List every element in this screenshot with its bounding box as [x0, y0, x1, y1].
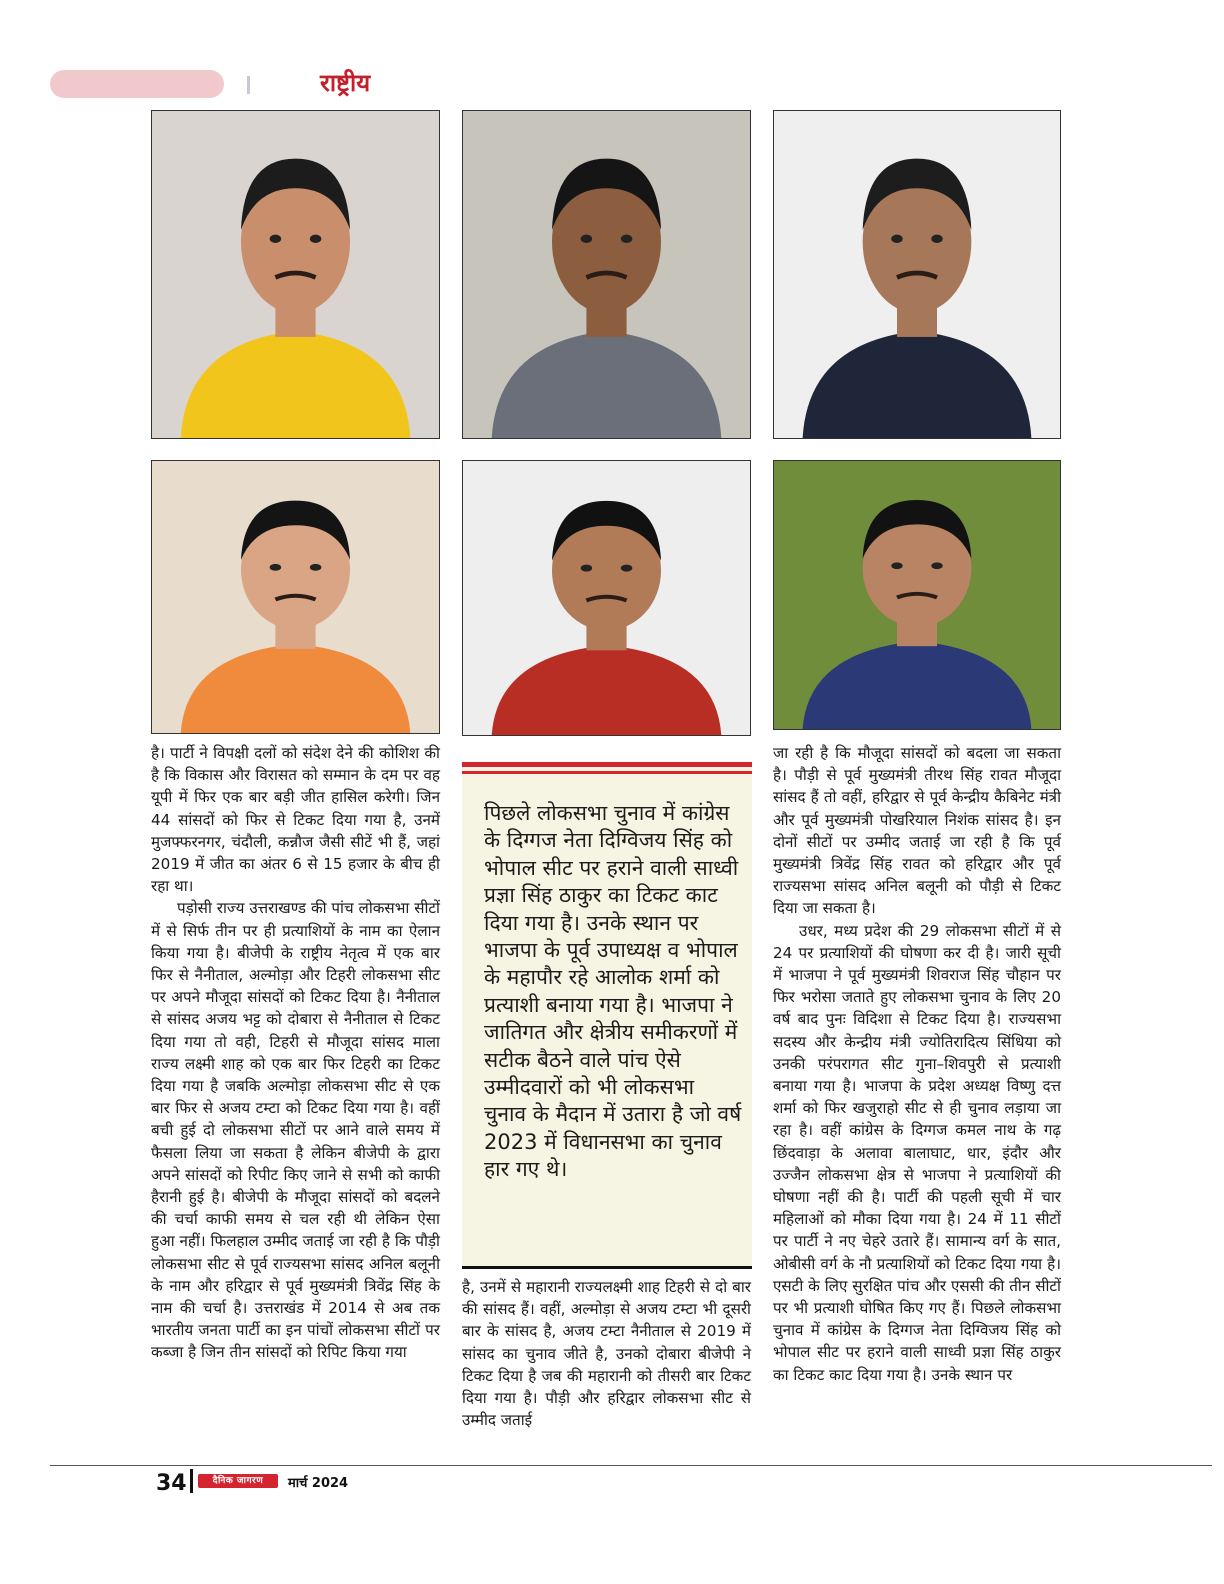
person-eye: [891, 562, 902, 569]
footer-rule: [50, 1465, 1212, 1466]
article-column-middle: [462, 1276, 751, 1446]
portrait-illustration: [463, 461, 750, 735]
pull-quote-rule: [462, 771, 752, 774]
section-title: राष्ट्रीय: [320, 69, 371, 97]
footer-divider: [190, 1469, 193, 1493]
portrait-illustration: [152, 461, 439, 733]
portrait-illustration: [774, 461, 1060, 729]
person-eye: [581, 565, 592, 572]
portrait-photo: [462, 110, 751, 439]
portrait-illustration: [774, 111, 1060, 438]
person-eye: [931, 562, 942, 569]
section-divider: [247, 76, 250, 94]
portrait-illustration: [463, 111, 750, 438]
section-tab-pill: [50, 70, 224, 98]
person-eye: [581, 235, 592, 243]
pull-quote-rule: [462, 762, 752, 767]
portrait-photo: [462, 460, 751, 736]
pull-quote-text: पिछले लोकसभा चुनाव में कांग्रेस के दिग्गज नेता दिग्विजय सिंह को भोपाल सीट पर हराने वाली साध्वी प्रज्ञा सिंह ठाकुर का टिकट काट दिया गया है। उनके स्थान पर भाजपा के पूर्व उपाध्यक्ष व भोपाल के महापौर रहे आलोक शर्मा को प्रत्याशी बनाया गया है। भाजपा ने जातिगत और क्षेत्रीय समीकरणों में सटीक बैठने वाले पांच ऐसे उम्मीदवारों को भी लोकसभा चुनाव के मैदान में उतारा है जो वर्ष 2023 में विधानसभा का चुनाव हार गए थे।: [484, 801, 742, 1182]
person-eye: [270, 564, 281, 571]
person-eye: [891, 235, 902, 243]
paragraph: जा रही है कि मौजूदा सांसदों को बदला जा सकता है। पौड़ी से पूर्व मुख्यमंत्री तीरथ सिंह रावत मौजूदा सांसद हैं तो वहीं, हरिद्वार से पूर्व केन्द्रीय कैबिनेट मंत्री और पूर्व मुख्यमंत्री पोखरियाल निशंक सांसद है। इन दोनों सीटों पर उम्मीद जताई जा रही है कि पूर्व मुख्यमंत्री त्रिवेंद्र सिंह रावत को हरिद्वार और पूर्व राज्यसभा सांसद अनिल बलूनी को पौड़ी से टिकट दिया जा सकता है।: [773, 744, 1061, 918]
portrait-photo: [151, 110, 440, 439]
person-eye: [310, 564, 321, 571]
person-eye: [621, 565, 632, 572]
page-number: 34: [156, 1471, 187, 1496]
paragraph: पड़ोसी राज्य उत्तराखण्ड की पांच लोकसभा सीटों में से सिर्फ तीन पर ही प्रत्याशियों के नाम का ऐलान किया गया है। बीजेपी के राष्ट्रीय नेतृत्व में एक बार फिर से नैनीताल, अल्मोड़ा और टिहरी लोकसभा सीट पर अपने मौजूदा सांसदों को टिकट दिया है। नैनीताल से सांसद अजय भट्ट को दोबारा से नैनीताल से टिकट दिया गया तो वही, टिहरी से मौजूदा सांसद माला राज्य लक्ष्मी शाह को एक बार फिर टिहरी का टिकट दिया गया है जबकि अल्मोड़ा लोकसभा सीट से एक बार फिर से अजय टम्टा को टिकट दिया गया है। वहीं बची हुई दो लोकसभा सीटों पर आने वाले समय में फैसला लिया जा सकता है लेकिन बीजेपी के द्वारा अपने सांसदों को रिपीट किए जाने से सभी को काफी हैरानी हुई है। बीजेपी के मौजूदा सांसदों को बदलने की चर्चा काफी समय से चल रही थी लेकिन ऐसा हुआ नहीं। फिलहाल उम्मीद जताई जा रही है कि पौड़ी लोकसभा सीट से पूर्व राज्यसभा सांसद अनिल बलूनी के नाम और हरिद्वार से पूर्व मुख्यमंत्री त्रिवेंद्र सिंह के नाम की चर्चा है। उत्तराखंड में 2014 से अब तक भारतीय जनता पार्टी का इन पांचों लोकसभा सीटों पर कब्जा है जिन तीन सांसदों को रिपिट किया गया: [151, 899, 440, 1362]
issue-date: मार्च 2024: [288, 1476, 349, 1491]
pull-quote-rule: [462, 1266, 752, 1269]
portrait-photo: [773, 460, 1061, 730]
person-eye: [310, 235, 321, 243]
article-column-right: [773, 742, 1061, 1442]
portrait-photo: [773, 110, 1061, 439]
portrait-illustration: [152, 111, 439, 438]
magazine-logo: दैनिक जागरण: [198, 1474, 278, 1488]
article-column-left: [151, 742, 440, 1442]
person-eye: [931, 235, 942, 243]
person-eye: [621, 235, 632, 243]
paragraph: है, उनमें से महारानी राज्यलक्ष्मी शाह टिहरी से दो बार की सांसद हैं। वहीं, अल्मोड़ा से अजय टम्टा भी दूसरी बार के सांसद है, अजय टम्टा नैनीताल से 2019 में सांसद का चुनाव जीते है, उनको दोबारा बीजेपी ने टिकट दिया है जब की महारानी को तीसरी बार टिकट दिया गया है। पौड़ी और हरिद्वार लोकसभा सीट से उम्मीद जताई: [462, 1278, 751, 1430]
person-eye: [270, 235, 281, 243]
portrait-photo: [151, 460, 440, 734]
paragraph: उधर, मध्य प्रदेश की 29 लोकसभा सीटों में से 24 पर प्रत्याशियों की घोषणा कर दी है। जारी सूची में भाजपा ने पूर्व मुख्यमंत्री शिवराज सिंह चौहान पर फिर भरोसा जताते हुए लोकसभा चुनाव के लिए 20 वर्ष बाद पुनः विदिशा से टिकट दिया है। राज्यसभा सदस्य और केन्द्रीय मंत्री ज्योतिरादित्य सिंधिया को उनकी परंपरागत सीट गुना–शिवपुरी से प्रत्याशी बनाया गया है। भाजपा के प्रदेश अध्यक्ष विष्णु दत्त शर्मा को फिर खजुराहो सीट से ही चुनाव लड़ाया जा रहा है। वहीं कांग्रेस के दिग्गज कमल नाथ के गढ़ छिंदवाड़ा के अलावा बालाघाट, धार, इंदौर और उज्जैन लोकसभा क्षेत्र से भाजपा ने प्रत्याशियों की घोषणा नहीं की है। पार्टी की पहली सूची में चार महिलाओं को मौका दिया गया है। 24 में 11 सीटों पर पार्टी ने नए चेहरे उतारे हैं। सामान्य वर्ग के सात, ओबीसी वर्ग के नौ प्रत्याशियों को टिकट दिया गया है। एसटी के लिए सुरक्षित पांच और एससी की तीन सीटों पर भी प्रत्याशी घोषित किए गए हैं। पिछले लोकसभा चुनाव में कांग्रेस के दिग्गज नेता दिग्विजय सिंह को भोपाल सीट पर हराने वाली साध्वी प्रज्ञा सिंह ठाकुर का टिकट काट दिया गया है। उनके स्थान पर: [773, 921, 1061, 1384]
paragraph: है। पार्टी ने विपक्षी दलों को संदेश देने की कोशिश की है कि विकास और विरासत को सम्मान के दम पर वह यूपी में फिर एक बार बड़ी जीत हासिल करेगी। जिन 44 सांसदों को फिर से टिकट दिया गया है, उनमें मुजफ्फरनगर, चंदौली, कन्नौज जैसी सीटें भी हैं, जहां 2019 में जीत का अंतर 6 से 15 हजार के बीच ही रहा था।: [151, 744, 440, 896]
